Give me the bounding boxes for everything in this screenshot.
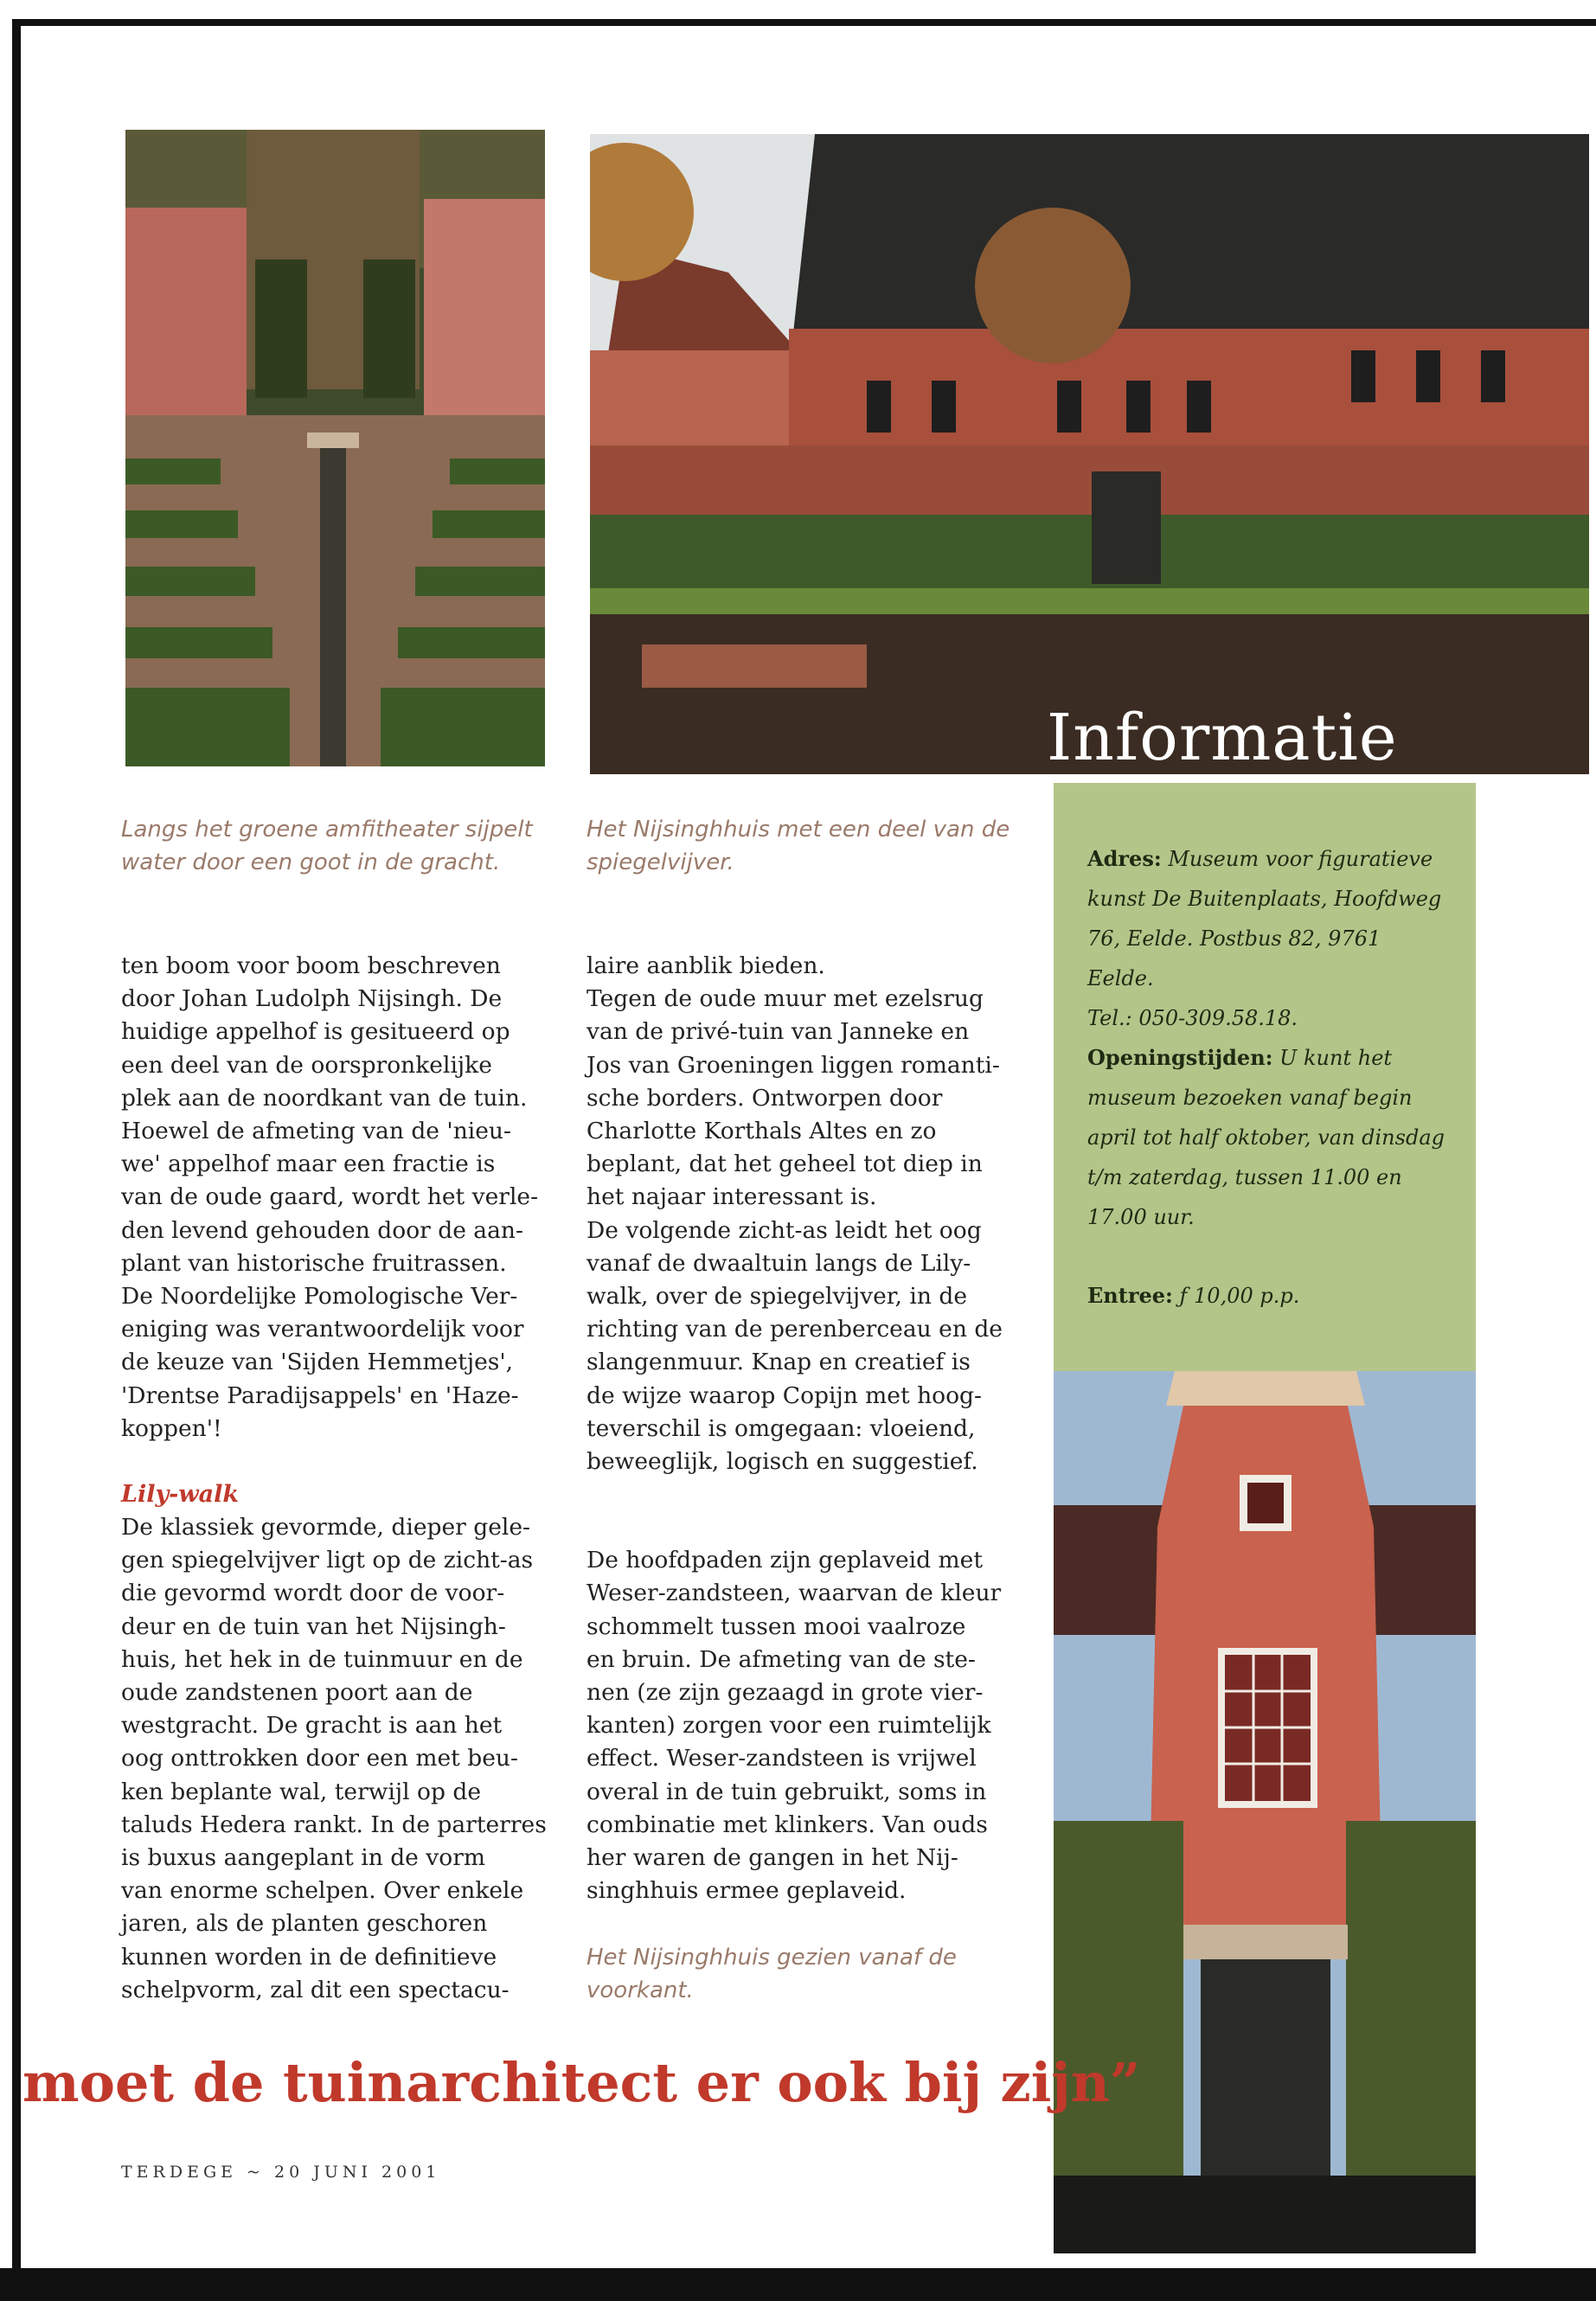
pond-caption: Het Nijsinghhuis met een deel van de spiegelvijver.	[586, 817, 1010, 875]
page-footer: TERDEGE ~ 20 JUNI 2001	[121, 2163, 441, 2182]
phone-value: Tel.: 050-309.58.18.	[1087, 1006, 1298, 1030]
address-label: Adres:	[1087, 846, 1162, 871]
column-2-paragraph-1: laire aanblik bieden. Tegen de oude muur met ezelsrug van de privé-tuin van Janneke en Jos van Groeningen liggen romanti- sche borders. Ontworpen door Charlotte Korthals Altes en zo beplant, dat het geheel tot diep in het najaar interessant is. De volgende zicht-as leidt het oog vanaf de dwaaltuin langs de Lily- walk, over de spiegelvijver, in de richting van de perenberceau en de slangenmuur. Knap en creatief is de wijze waarop Copijn met hoog- teverschil is omgegaan: vloeiend, beweeglijk, logisch en suggestief.	[586, 952, 1003, 1476]
front-caption: Het Nijsinghhuis gezien vanaf de voorkant.	[586, 1945, 957, 2003]
nijsinghhuis-pond-photo	[590, 134, 1589, 774]
pull-quote: moet de tuinarchitect er ook bij zijn”	[22, 2051, 1141, 2114]
nijsinghhuis-front-photo	[1054, 1371, 1476, 2253]
column-2	[586, 950, 1036, 1907]
amphitheater-caption: Langs het groene amfitheater sijpelt water door een goot in de gracht.	[121, 817, 533, 875]
info-address	[1087, 839, 1451, 1038]
lily-walk-subheading: Lily-walk	[121, 1481, 240, 1509]
column-1	[121, 950, 554, 2007]
info-title: Informatie	[1047, 701, 1398, 775]
hours-value: U kunt het museum bezoeken vanaf begin april tot half oktober, van dinsdag t/m zaterdag, tussen 11.00 en 17.00 uur.	[1087, 1046, 1445, 1229]
hours-label: Openingstijden:	[1087, 1045, 1273, 1070]
info-entry-fee	[1087, 1276, 1451, 1316]
entry-value: ƒ 10,00 p.p.	[1179, 1284, 1300, 1308]
column-1-paragraph-2: De klassiek gevormde, dieper gele- gen spiegelvijver ligt op de zicht-as die gevormd wordt door de voor- deur en de tuin van het Nijsingh- huis, het hek in de tuinmuur en de oude zandstenen poort aan de westgracht. De gracht is aan het oog onttrokken door een met beu- ken beplante wal, terwijl op de taluds Hedera rankt. In de parterres is buxus aangeplant in de vorm van enorme schelpen. Over enkele jaren, als de planten geschoren kunnen worden in de definitieve schelpvorm, zal dit een spectacu-	[121, 1514, 547, 2003]
info-hours	[1087, 1038, 1451, 1237]
page-frame-bottom	[0, 2268, 1596, 2301]
column-1-paragraph-1: ten boom voor boom beschreven door Johan Ludolph Nijsingh. De huidige appelhof is gesitueerd op een deel van de oorspronkelijke plek aan de noordkant van de tuin. Hoewel de afmeting van de 'nieu- we' appelhof maar een fractie is van de oude gaard, wordt het verle- den levend gehouden door de aan- plant van historische fruitrassen. De Noordelijke Pomologische Ver- eniging was verantwoordelijk voor de keuze van 'Sijden Hemmetjes', 'Drentse Paradijsappels' en 'Haze- koppen'!	[121, 952, 539, 1442]
column-2-paragraph-2: De hoofdpaden zijn geplaveid met Weser-zandsteen, waarvan de kleur schommelt tussen mooi vaalroze en bruin. De afmeting van de ste- nen (ze zijn gezaagd in grote vier- kanten) zorgen voor een ruimtelijk effect. Weser-zandsteen is vrijwel overal in de tuin gebruikt, soms in combinatie met klinkers. Van ouds her waren de gangen in het Nij- singhhuis ermee geplaveid.	[586, 1547, 1002, 1905]
entry-label: Entree:	[1087, 1283, 1173, 1308]
page-frame-left	[12, 19, 21, 2285]
address-value: Museum voor figuratieve kunst De Buitenplaats, Hoofdweg 76, Eelde. Postbus 82, 9761 Eelde.	[1087, 847, 1442, 990]
page-frame-top	[12, 19, 1596, 26]
amphitheater-photo	[125, 130, 545, 766]
